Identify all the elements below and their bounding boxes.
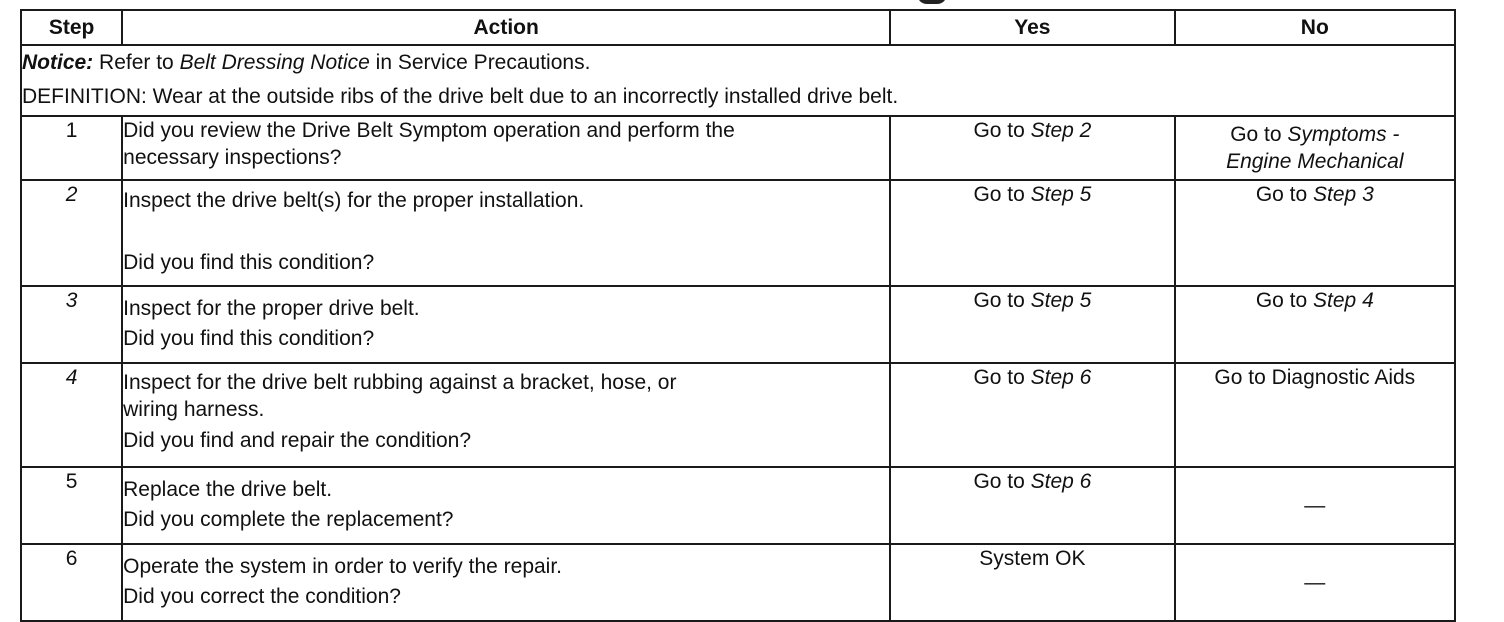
yes-cell: System OK bbox=[890, 544, 1174, 621]
action-line: Did you review the Drive Belt Symptom operation and perform the bbox=[123, 119, 735, 142]
step-number: 2 bbox=[21, 180, 122, 286]
action-line: Did you complete the replacement? bbox=[123, 508, 454, 531]
action-cell bbox=[122, 467, 890, 544]
no-prefix: Go to bbox=[1255, 183, 1314, 206]
yes-step-ref: Step 6 bbox=[1030, 470, 1092, 493]
action-cell bbox=[122, 180, 890, 286]
action-line: Inspect for the proper drive belt. bbox=[123, 297, 420, 320]
step-number: 5 bbox=[21, 467, 122, 544]
action-line: Inspect for the drive belt rubbing against a bracket, hose, or bbox=[123, 371, 677, 394]
yes-cell bbox=[890, 467, 1174, 544]
action-cell bbox=[122, 286, 890, 363]
step-number: 3 bbox=[21, 286, 122, 363]
action-line: Did you find this condition? bbox=[123, 327, 375, 350]
notice-text-before: Refer to bbox=[93, 51, 180, 74]
step-number: 1 bbox=[21, 116, 122, 180]
yes-cell bbox=[890, 286, 1174, 363]
table-row bbox=[21, 286, 1455, 363]
action-spacer bbox=[123, 215, 889, 249]
action-cell bbox=[122, 363, 890, 467]
notice-text-after: in Service Precautions. bbox=[369, 51, 591, 74]
no-cell bbox=[1175, 180, 1455, 286]
header-step: Step bbox=[21, 10, 122, 45]
no-cell: — bbox=[1175, 467, 1455, 544]
notice-row bbox=[21, 45, 1455, 116]
table-row bbox=[21, 544, 1455, 621]
no-cell bbox=[1175, 286, 1455, 363]
cut-off-title-glyph bbox=[917, 0, 947, 4]
no-ref-line1: Symptoms - bbox=[1287, 123, 1400, 146]
yes-step-ref: Step 5 bbox=[1030, 183, 1092, 206]
yes-cell bbox=[890, 180, 1174, 286]
no-cell: Go to Diagnostic Aids bbox=[1175, 363, 1455, 467]
yes-cell bbox=[890, 116, 1174, 180]
table-row bbox=[21, 180, 1455, 286]
action-line: necessary inspections? bbox=[123, 146, 342, 169]
notice-label: Notice: bbox=[22, 51, 94, 74]
no-cell bbox=[1175, 116, 1455, 180]
action-line: Replace the drive belt. bbox=[123, 478, 333, 501]
yes-step-ref: Step 5 bbox=[1030, 289, 1092, 312]
table-row bbox=[21, 363, 1455, 467]
yes-step-ref: Step 6 bbox=[1030, 366, 1092, 389]
header-row bbox=[21, 10, 1455, 45]
yes-cell bbox=[890, 363, 1174, 467]
notice-reference: Belt Dressing Notice bbox=[179, 51, 370, 74]
diagnostic-table bbox=[20, 9, 1456, 622]
no-prefix: Go to bbox=[1255, 289, 1314, 312]
header-yes: Yes bbox=[890, 10, 1174, 45]
step-number: 4 bbox=[21, 363, 122, 467]
no-step-ref: Step 4 bbox=[1313, 289, 1374, 312]
yes-prefix: Go to bbox=[973, 289, 1031, 312]
notice-line bbox=[22, 46, 1454, 80]
yes-step-ref: Step 2 bbox=[1030, 119, 1092, 142]
action-line: Inspect the drive belt(s) for the proper installation. bbox=[123, 189, 585, 212]
no-cell: — bbox=[1175, 544, 1455, 621]
action-line: Did you correct the condition? bbox=[123, 585, 401, 608]
definition-line: DEFINITION: Wear at the outside ribs of the drive belt due to an incorrectly installed drive belt. bbox=[22, 85, 899, 108]
action-line: Did you find this condition? bbox=[123, 251, 375, 274]
no-step-ref: Step 3 bbox=[1313, 183, 1374, 206]
action-line: Did you find and repair the condition? bbox=[123, 429, 472, 452]
yes-prefix: Go to bbox=[973, 366, 1031, 389]
action-line: wiring harness. bbox=[123, 398, 265, 421]
cut-off-title-fragment bbox=[905, 0, 965, 4]
no-ref-line2: Engine Mechanical bbox=[1226, 150, 1404, 173]
action-cell bbox=[122, 116, 890, 180]
yes-prefix: Go to bbox=[973, 470, 1031, 493]
notice-cell bbox=[21, 45, 1455, 116]
no-prefix: Go to bbox=[1230, 123, 1288, 146]
action-cell bbox=[122, 544, 890, 621]
step-number: 6 bbox=[21, 544, 122, 621]
action-line: Operate the system in order to verify the repair. bbox=[123, 555, 563, 578]
table-row bbox=[21, 467, 1455, 544]
header-action: Action bbox=[122, 10, 890, 45]
header-no: No bbox=[1175, 10, 1455, 45]
yes-prefix: Go to bbox=[973, 183, 1031, 206]
table-row bbox=[21, 116, 1455, 180]
yes-prefix: Go to bbox=[973, 119, 1031, 142]
